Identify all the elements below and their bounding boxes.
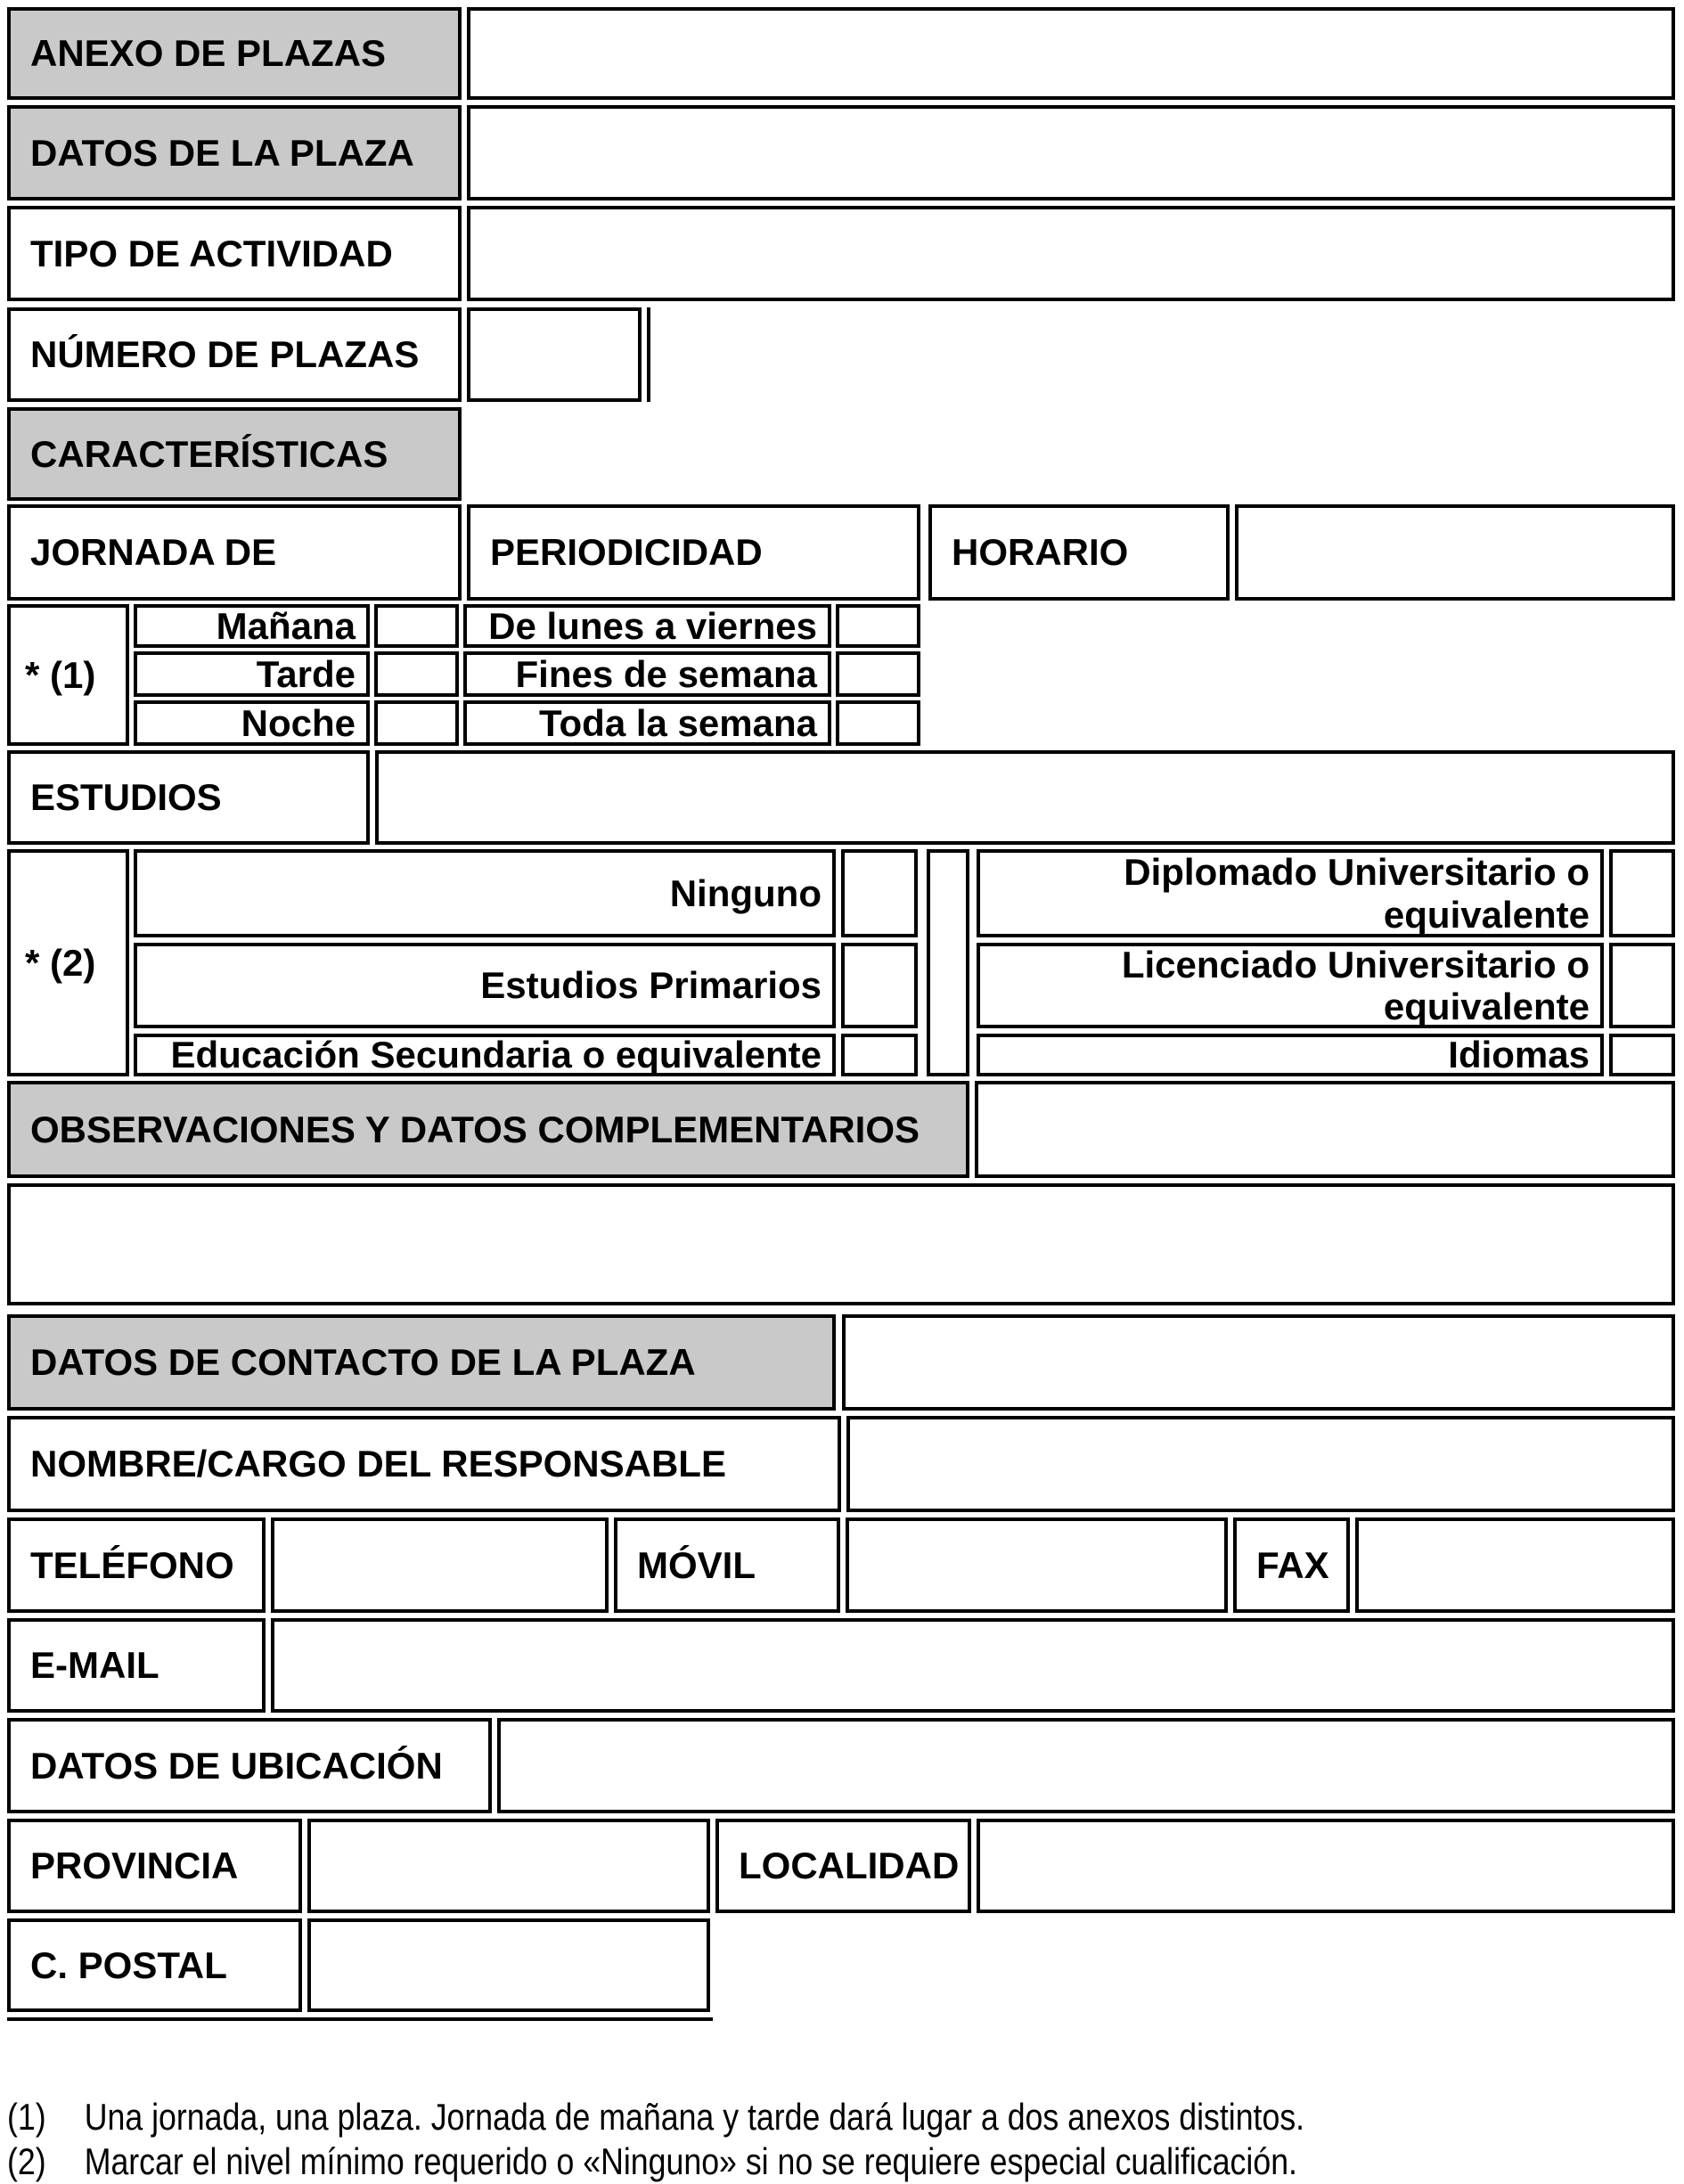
label-periodicidad: PERIODICIDAD [467,504,920,601]
input-datos-ubicacion[interactable] [497,1718,1675,1813]
input-observaciones-header[interactable] [975,1081,1675,1178]
section-header-datos-contacto: DATOS DE CONTACTO DE LA PLAZA [7,1314,836,1411]
section-header-datos-plaza: DATOS DE LA PLAZA [7,105,462,200]
checkbox-fines-de-semana[interactable] [836,651,920,697]
checkbox-diplomado[interactable] [1609,849,1675,937]
label-nombre-cargo: NOMBRE/CARGO DEL RESPONSABLE [7,1416,841,1512]
checkbox-educacion-secundaria[interactable] [841,1034,918,1076]
input-datos-contacto[interactable] [842,1314,1675,1411]
footnote-1-text: Una jornada, una plaza. Jornada de mañana y tarde dará lugar a dos anexos distintos. [84,2096,1305,2138]
label-provincia: PROVINCIA [7,1819,302,1913]
input-localidad[interactable] [977,1819,1675,1913]
label-noche: Noche [134,700,370,746]
input-anexo[interactable] [467,7,1675,100]
input-fax[interactable] [1355,1517,1675,1613]
label-datos-ubicacion: DATOS DE UBICACIÓN [7,1718,492,1813]
textarea-observaciones[interactable] [7,1183,1675,1305]
label-ninguno: Ninguno [134,849,836,937]
label-localidad: LOCALIDAD [715,1819,971,1913]
input-email[interactable] [271,1618,1675,1713]
checkbox-tarde[interactable] [374,651,459,697]
table-outer-border [647,307,650,402]
label-telefono: TELÉFONO [7,1517,266,1613]
label-licenciado: Licenciado Universitario o equivalente [977,943,1604,1028]
input-horario[interactable] [1235,504,1675,601]
section-header-anexo: ANEXO DE PLAZAS [7,7,462,100]
input-movil[interactable] [846,1517,1228,1613]
checkbox-toda-la-semana[interactable] [836,700,920,746]
label-numero-plazas: NÚMERO DE PLAZAS [7,307,462,402]
checkbox-idiomas[interactable] [1609,1034,1675,1076]
spacer-cell [927,849,969,1076]
checkbox-ninguno[interactable] [841,849,918,937]
label-de-lunes-a-viernes: De lunes a viernes [463,604,831,648]
footnote-1-marker: (1) [7,2096,46,2138]
checkbox-estudios-primarios[interactable] [841,943,918,1028]
checkbox-licenciado[interactable] [1609,943,1675,1028]
input-tipo-actividad[interactable] [467,206,1675,301]
label-manana: Mañana [134,604,370,648]
label-fines-de-semana: Fines de semana [463,651,831,697]
label-estudios: ESTUDIOS [7,750,370,845]
input-datos-plaza[interactable] [467,105,1675,200]
ref-2-label: * (2) [7,849,129,1076]
checkbox-de-lunes-a-viernes[interactable] [836,604,920,648]
label-diplomado: Diplomado Universitario o equivalente [977,849,1604,937]
ref-1-label: * (1) [7,604,129,746]
section-header-caracteristicas: CARACTERÍSTICAS [7,407,462,501]
checkbox-manana[interactable] [374,604,459,648]
section-header-observaciones: OBSERVACIONES Y DATOS COMPLEMENTARIOS [7,1081,969,1178]
label-idiomas: Idiomas [977,1034,1604,1076]
label-fax: FAX [1233,1517,1350,1613]
label-tipo-actividad: TIPO DE ACTIVIDAD [7,206,462,301]
input-telefono[interactable] [271,1517,609,1613]
label-c-postal: C. POSTAL [7,1918,302,2012]
input-c-postal[interactable] [307,1918,710,2012]
label-horario: HORARIO [928,504,1230,601]
input-numero-plazas[interactable] [467,307,642,402]
footnote-1 [7,2096,1304,2139]
footnote-2-text: Marcar el nivel mínimo requerido o «Ninguno» si no se requiere especial cualificación. [84,2140,1297,2182]
label-toda-la-semana: Toda la semana [463,700,831,746]
label-movil: MÓVIL [614,1517,840,1613]
label-jornada-de: JORNADA DE [7,504,462,601]
input-estudios[interactable] [375,750,1675,845]
input-provincia[interactable] [307,1819,710,1913]
label-email: E-MAIL [7,1618,266,1713]
footnote-2 [7,2140,1297,2183]
table-bottom-border [7,2017,713,2021]
label-estudios-primarios: Estudios Primarios [134,943,836,1028]
checkbox-noche[interactable] [374,700,459,746]
label-tarde: Tarde [134,651,370,697]
input-nombre-cargo[interactable] [846,1416,1675,1512]
label-educacion-secundaria: Educación Secundaria o equivalente [134,1034,836,1076]
footnote-2-marker: (2) [7,2140,46,2182]
